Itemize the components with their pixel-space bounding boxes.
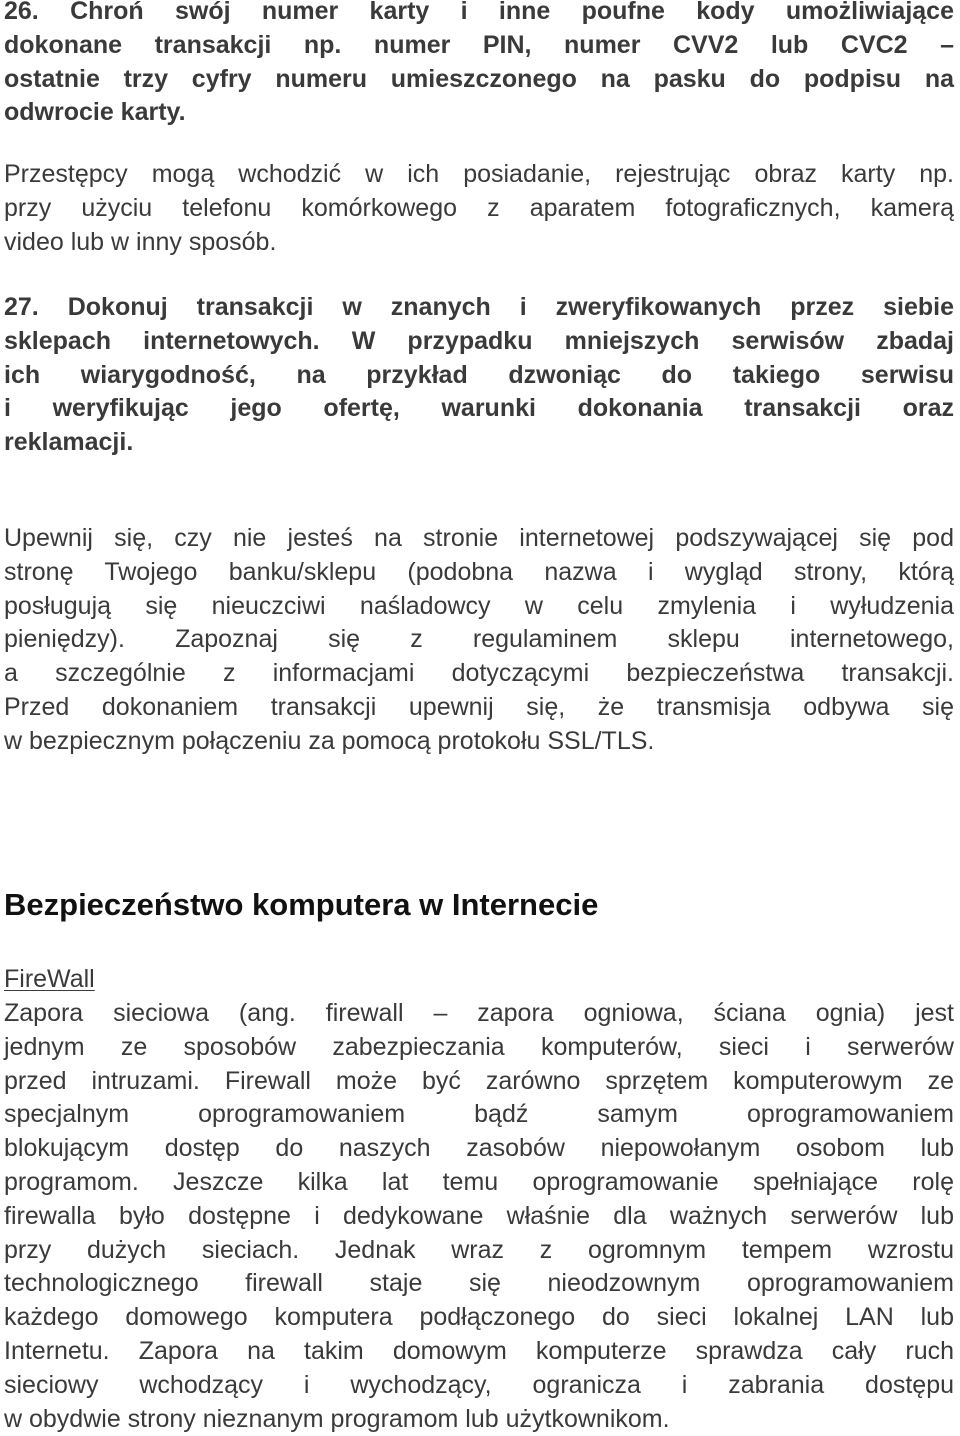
firewall-line: programom. Jeszcze kilka lat temu oprogramowanie spełniające rolę [4,1167,954,1196]
item-27-detail-line: stronę Twojego banku/sklepu (podobna nazwa i wygląd strony, którą [4,557,954,586]
item-26-detail-line: Przestępcy mogą wchodzić w ich posiadanie, rejestrując obraz karty np. [4,160,954,188]
firewall-line: przy dużych sieciach. Jednak wraz z ogromnym tempem wzrostu [4,1235,954,1264]
firewall-line: Zapora sieciowa (ang. firewall – zapora ogniowa, ściana ognia) jest [4,999,954,1027]
firewall-line: Internetu. Zapora na takim domowym komputerze sprawdza cały ruch [4,1336,954,1365]
item-27-heading [4,291,954,460]
firewall-line: w obydwie strony nieznanym programom lub użytkownikom. [4,1404,670,1433]
item-27-detail [4,522,954,759]
firewall-line: sieciowy wchodzący i wychodzący, ogranicza i zabrania dostępu [4,1370,954,1399]
firewall-paragraph [4,997,954,1436]
firewall-line: blokującym dostęp do naszych zasobów niepowołanym osobom lub [4,1134,954,1163]
firewall-line: jednym ze sposobów zabezpieczania komputerów, sieci i serwerów [4,1032,954,1061]
firewall-line: każdego domowego komputera podłączonego do sieci lokalnej LAN lub [4,1303,954,1332]
item-27-detail-line: Przed dokonaniem transakcji upewnij się, że transmisja odbywa się [4,692,954,721]
item-27-line: 27. Dokonuj transakcji w znanych i zweryfikowanych przez siebie [4,293,954,321]
firewall-subtitle: FireWall [4,965,95,993]
item-27-detail-line: a szczególnie z informacjami dotyczącymi bezpieczeństwa transakcji. [4,659,954,688]
item-26-line: odwrocie karty. [4,98,186,127]
item-27-detail-line: posługują się nieuczciwi naśladowcy w celu zmylenia i wyłudzenia [4,591,954,620]
item-26-line: 26. Chroń swój numer karty i inne poufne kody umożliwiające [4,0,954,25]
item-27-line: reklamacji. [4,428,134,457]
firewall-line: technologicznego firewall staje się nieodzownym oprogramowaniem [4,1269,954,1298]
item-27-detail-line: pieniędzy). Zapoznaj się z regulaminem sklepu internetowego, [4,625,954,654]
item-26-detail [4,158,954,259]
item-27-detail-line: Upewnij się, czy nie jesteś na stronie internetowej podszywającej się pod [4,524,954,552]
item-27-detail-line: w bezpiecznym połączeniu za pomocą protokołu SSL/TLS. [4,726,655,755]
firewall-line: specjalnym oprogramowaniem bądź samym oprogramowaniem [4,1100,954,1129]
item-26-detail-line: video lub w inny sposób. [4,227,277,256]
section-title: Bezpieczeństwo komputera w Internecie [4,887,599,922]
item-27-line: sklepach internetowych. W przypadku mniejszych serwisów zbadaj [4,326,954,355]
item-26-line: ostatnie trzy cyfry numeru umieszczonego na pasku do podpisu na [4,64,954,93]
item-27-line: i weryfikując jego ofertę, warunki dokonania transakcji oraz [4,394,954,423]
item-27-line: ich wiarygodność, na przykład dzwoniąc do takiego serwisu [4,360,954,389]
item-26-line: dokonane transakcji np. numer PIN, numer CVV2 lub CVC2 – [4,30,954,59]
item-26-heading [4,0,954,130]
firewall-line: firewalla było dostępne i dedykowane właśnie dla ważnych serwerów lub [4,1201,954,1230]
firewall-line: przed intruzami. Firewall może być zarówno sprzętem komputerowym ze [4,1066,954,1095]
item-26-detail-line: przy użyciu telefonu komórkowego z aparatem fotograficznych, kamerą [4,193,954,222]
